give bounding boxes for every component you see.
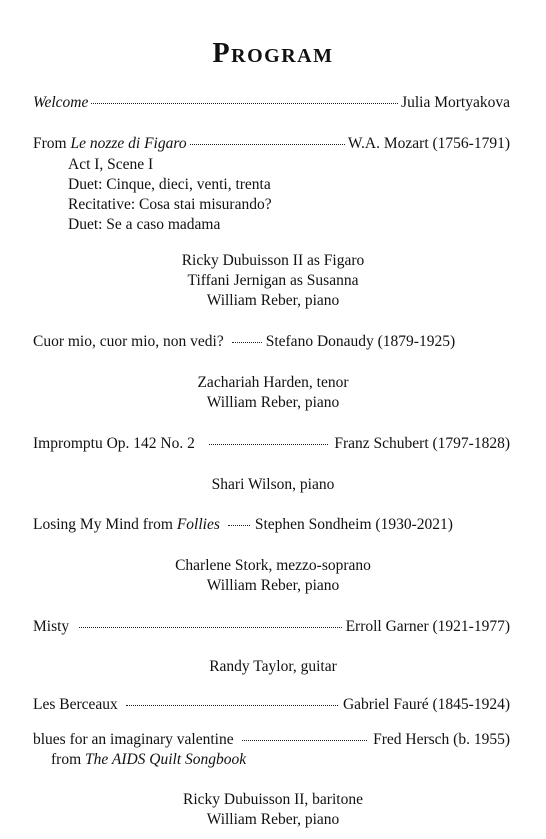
piece-credit: Fred Hersch (b. 1955): [373, 731, 510, 748]
program-line-hersch: [33, 731, 510, 749]
dot-leader: [126, 705, 338, 706]
piece-credit: Stefano Donaudy (1879-1925): [265, 333, 456, 350]
program-line-sondheim: [33, 516, 510, 534]
performer-line: William Reber, piano: [206, 394, 340, 411]
source-prefix: from: [51, 751, 86, 768]
piece-credit: Julia Mortyakova: [401, 94, 510, 111]
program-line-welcome: [33, 94, 510, 112]
piece-prefix: Losing My Mind from: [33, 516, 177, 533]
performer-line: Ricky Dubuisson II, baritone: [183, 791, 363, 808]
piece-credit: W.A. Mozart (1756-1791): [347, 135, 510, 152]
program-line-schubert: [33, 435, 510, 453]
performer-line: Tiffani Jernigan as Susanna: [187, 272, 359, 289]
scene-item: Recitative: Cosa stai misurando?: [68, 196, 272, 213]
performer-line: Shari Wilson, piano: [211, 476, 335, 493]
performer-line: Zachariah Harden, tenor: [197, 374, 349, 391]
piece-credit: Franz Schubert (1797-1828): [334, 435, 510, 452]
dot-leader: [242, 740, 368, 741]
performer-line: Charlene Stork, mezzo-soprano: [175, 557, 371, 574]
piece-title: Welcome: [33, 94, 89, 111]
program-line-donaudy: [33, 333, 510, 351]
source-title: The AIDS Quilt Songbook: [85, 751, 247, 768]
program-line-misty: [33, 618, 510, 636]
program-line-hersch-source: [51, 751, 246, 769]
program-title: Program: [212, 38, 334, 69]
dot-leader: [79, 627, 341, 628]
piece-title: Follies: [176, 516, 220, 533]
piece-title: Le nozze di Figaro: [70, 135, 187, 152]
dot-leader: [91, 103, 398, 104]
performer-line: William Reber, piano: [206, 577, 340, 594]
program-line-faure: [33, 696, 510, 714]
program-line-figaro: [33, 135, 510, 153]
performer-line: Ricky Dubuisson II as Figaro: [181, 252, 365, 269]
piece-title: Impromptu Op. 142 No. 2: [33, 435, 195, 452]
piece-title: Misty: [33, 618, 70, 635]
piece-title: Cuor mio, cuor mio, non vedi?: [33, 333, 224, 350]
dot-leader: [209, 444, 328, 445]
dot-leader: [228, 525, 250, 526]
performer-line: William Reber, piano: [206, 292, 340, 309]
scene-item: Duet: Cinque, dieci, venti, trenta: [68, 176, 271, 193]
scene-item: Act I, Scene I: [68, 156, 154, 173]
piece-title: blues for an imaginary valentine: [33, 731, 234, 748]
piece-credit: Stephen Sondheim (1930-2021): [254, 516, 453, 533]
performer-line: Randy Taylor, guitar: [209, 658, 337, 675]
dot-leader: [190, 144, 345, 145]
piece-credit: Erroll Garner (1921-1977): [345, 618, 510, 635]
piece-credit: Gabriel Fauré (1845-1924): [342, 696, 510, 713]
performer-line: William Reber, piano: [206, 811, 340, 828]
piece-title: Les Berceaux: [33, 696, 118, 713]
dot-leader: [232, 342, 262, 343]
piece-prefix: From: [33, 135, 71, 152]
scene-item: Duet: Se a caso madama: [68, 216, 221, 233]
